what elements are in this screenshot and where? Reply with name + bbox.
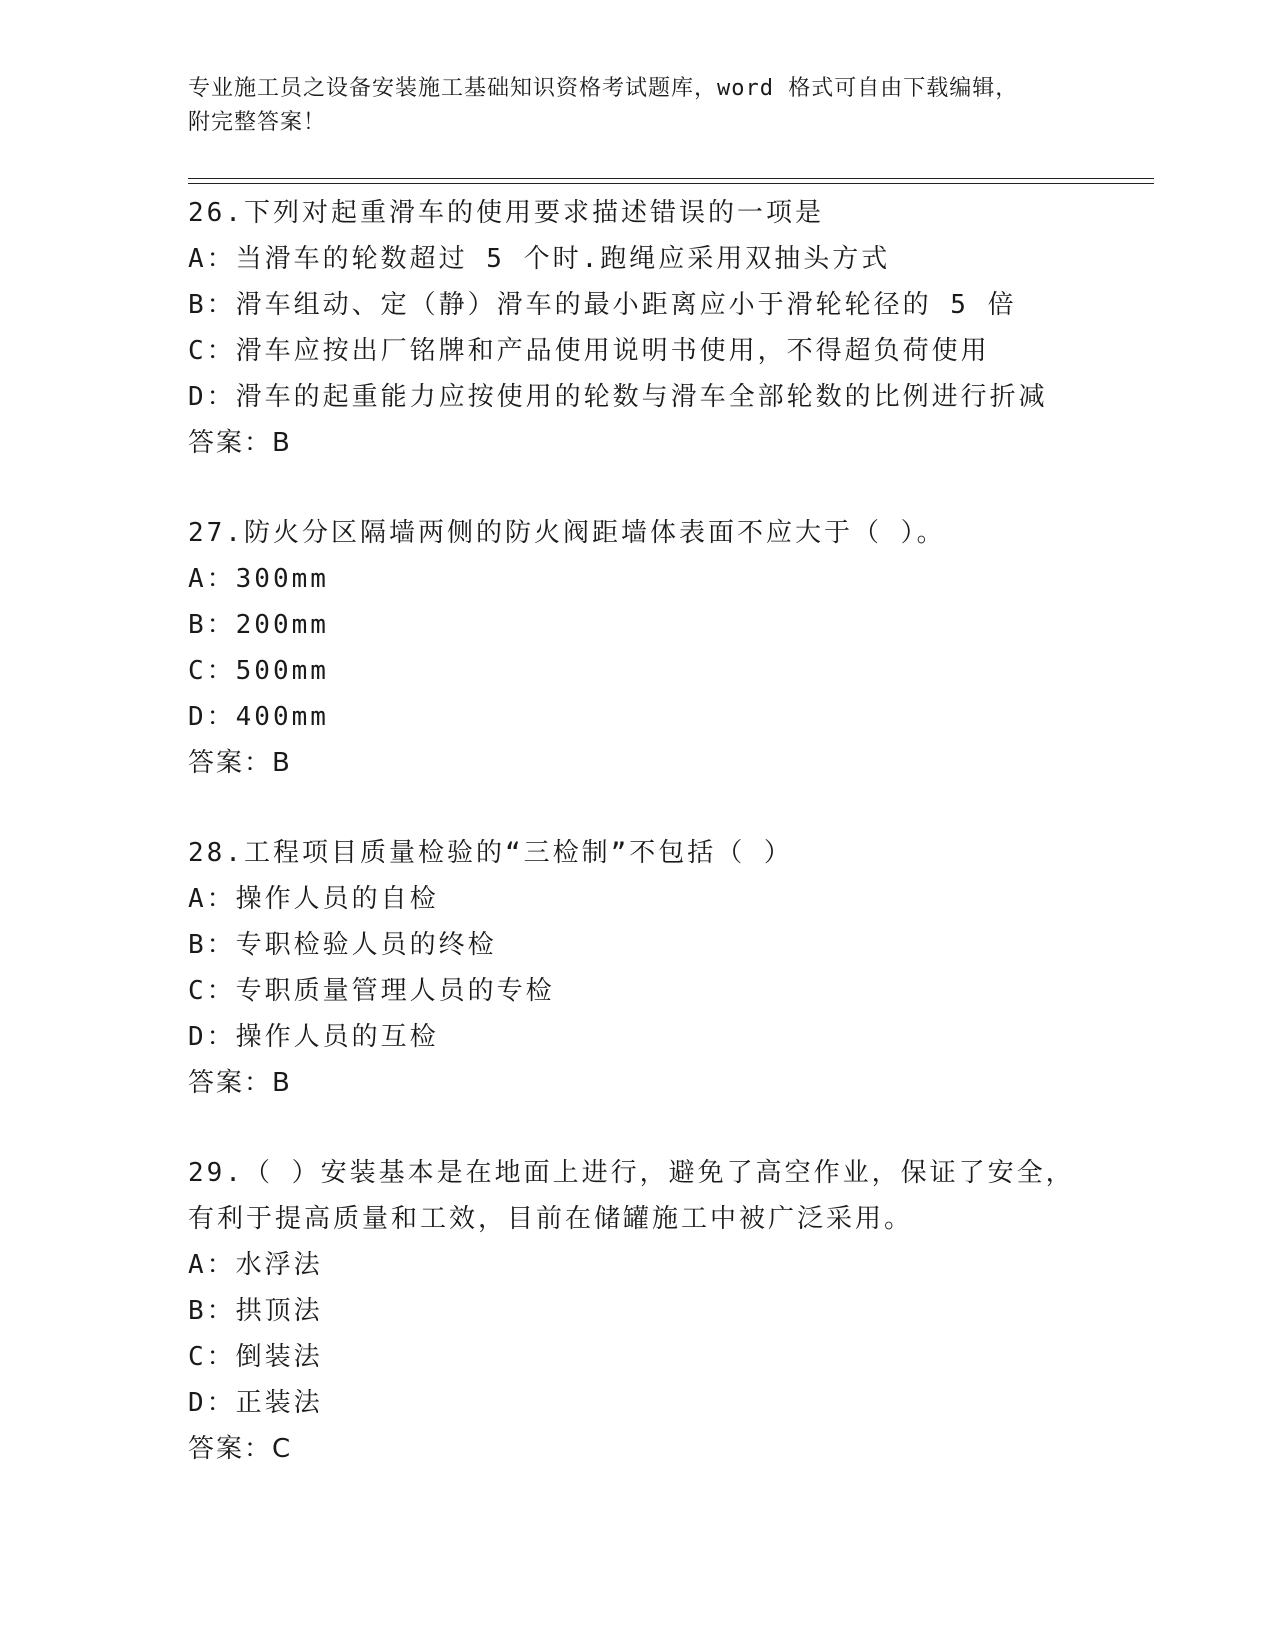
option-b: B：滑车组动、定（静）滑车的最小距离应小于滑轮轮径的 5 倍: [188, 290, 1017, 320]
question-stem: 27.防火分区隔墙两侧的防火阀距墙体表面不应大于（ ）。: [188, 518, 946, 548]
document-header: [188, 72, 1068, 140]
answer-text: 答案：B: [188, 428, 292, 458]
answer-text: 答案：B: [188, 1068, 292, 1098]
option-c: C：专职质量管理人员的专检: [188, 976, 555, 1006]
answer-text: 答案：C: [188, 1434, 293, 1464]
option-d: D：滑车的起重能力应按使用的轮数与滑车全部轮数的比例进行折减: [188, 382, 1048, 412]
question-stem-line-2: 有利于提高质量和工效，目前在储罐施工中被广泛采用。: [188, 1204, 914, 1234]
option-d: D：400mm: [188, 702, 329, 732]
question-list: [188, 190, 1154, 1516]
question-stem-line-1: 29.（ ）安装基本是在地面上进行，避免了高空作业，保证了安全，: [188, 1158, 1075, 1188]
question-27: [188, 510, 1154, 786]
option-b: B：拱顶法: [188, 1296, 323, 1326]
option-c: C：倒装法: [188, 1342, 323, 1372]
header-line-2: 附完整答案！: [188, 110, 327, 135]
option-c: C：500mm: [188, 656, 329, 686]
option-a: A：300mm: [188, 564, 329, 594]
option-d: D：正装法: [188, 1388, 323, 1418]
answer-text: 答案：B: [188, 748, 292, 778]
option-a: A：水浮法: [188, 1250, 323, 1280]
question-26: [188, 190, 1154, 466]
question-28: [188, 830, 1154, 1106]
option-a: A：操作人员的自检: [188, 884, 439, 914]
question-29: [188, 1150, 1154, 1472]
option-b: B：200mm: [188, 610, 329, 640]
option-c: C：滑车应按出厂铭牌和产品使用说明书使用，不得超负荷使用: [188, 336, 990, 366]
option-b: B：专职检验人员的终检: [188, 930, 497, 960]
option-d: D：操作人员的互检: [188, 1022, 439, 1052]
option-a: A：当滑车的轮数超过 5 个时.跑绳应采用双抽头方式: [188, 244, 891, 274]
question-stem: 26.下列对起重滑车的使用要求描述错误的一项是: [188, 198, 824, 228]
header-line-1: 专业施工员之设备安装施工基础知识资格考试题库，word 格式可自由下载编辑，: [188, 76, 1019, 101]
header-divider-top: [188, 178, 1154, 179]
question-stem: 28.工程项目质量检验的“三检制”不包括（ ）: [188, 838, 793, 868]
header-divider-bottom: [188, 183, 1154, 184]
